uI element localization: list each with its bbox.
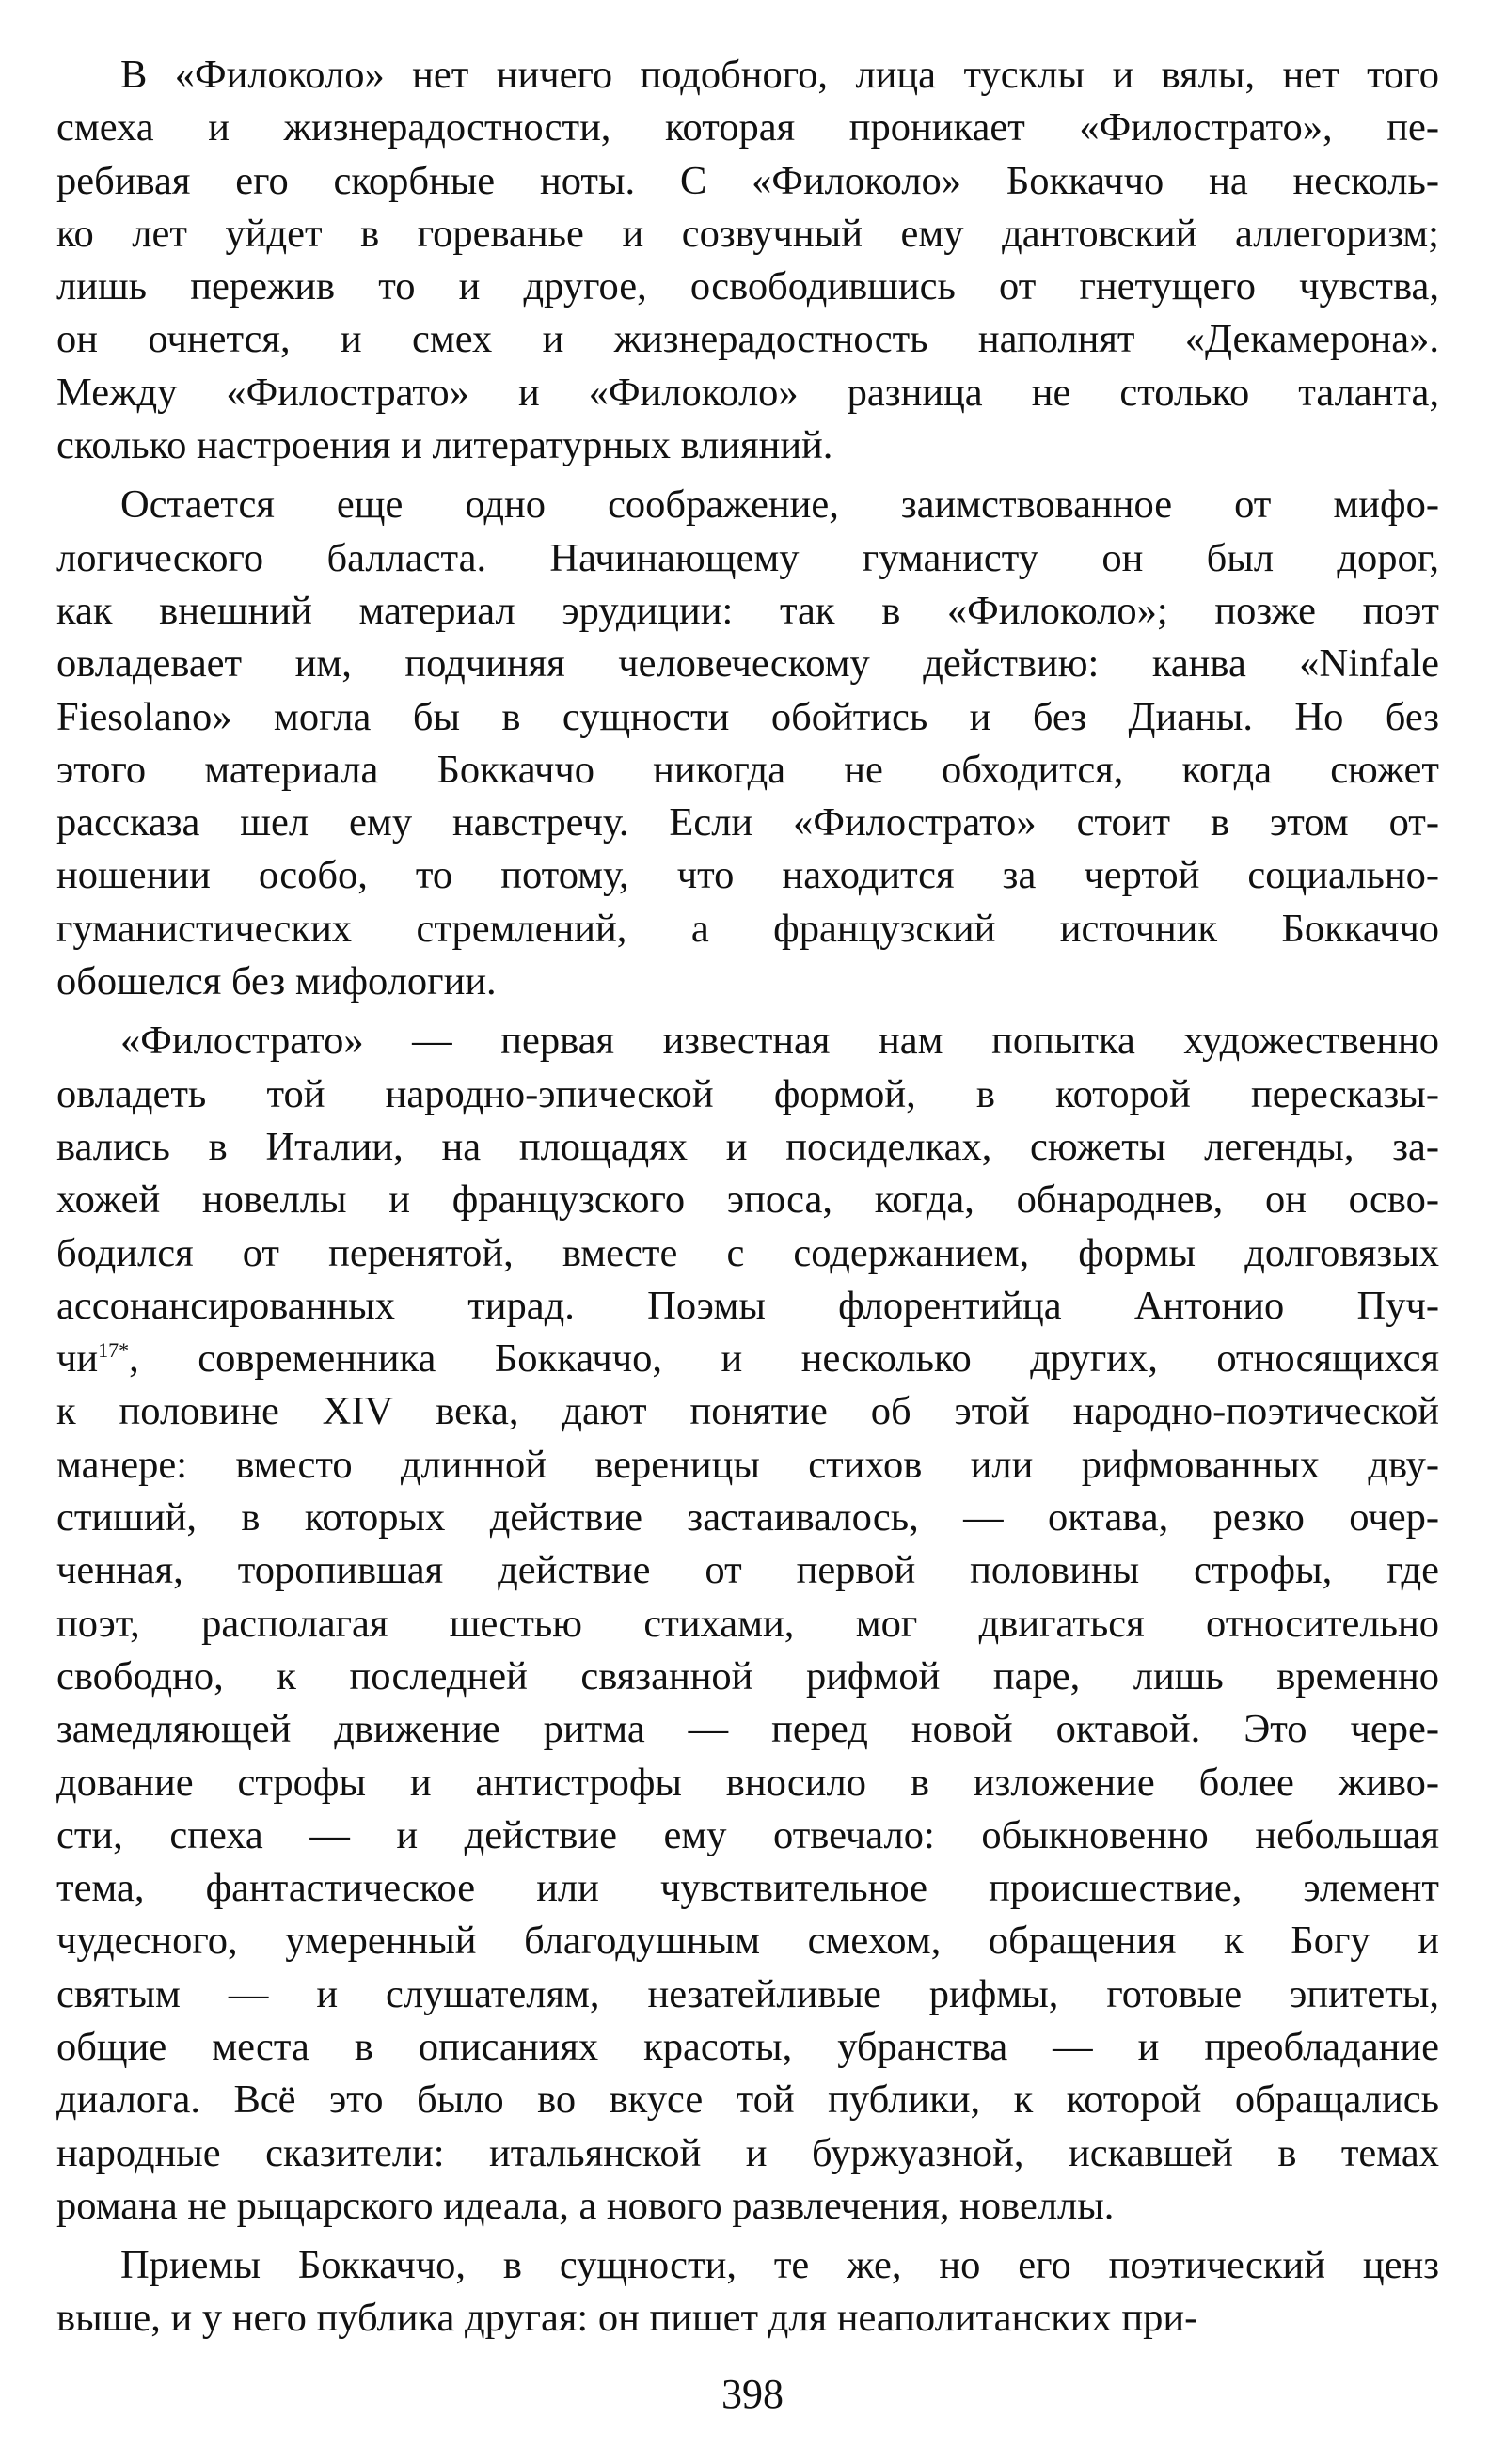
text-line: овладеть той народно-эпической формой, в которой пересказы- (56, 1071, 1439, 1116)
text-line: лишь пережив то и другое, освободившись от гнетущего чувства, (56, 264, 1439, 309)
text-line: Fiesolano» могла бы в сущности обойтись и без Дианы. Но без (56, 694, 1439, 739)
text-line: обошелся без мифологии. (56, 959, 497, 1004)
text-line: стиший, в которых действие застаивалось, — октава, резко очер- (56, 1495, 1439, 1540)
text-line: свободно, к последней связанной рифмой паре, лишь временно (56, 1653, 1439, 1698)
page-body (56, 49, 1439, 2346)
text-line: он очнется, и смех и жизнерадостность наполнят «Декамерона». (56, 317, 1439, 362)
text-line (56, 1333, 1439, 1385)
text-line: В «Филоколо» нет ничего подобного, лица тусклы и вялы, нет того (120, 53, 1439, 97)
footnote-marker[interactable]: 17* (98, 1337, 130, 1362)
text-line: хожей новеллы и французского эпоса, когда, обнароднев, он осво- (56, 1177, 1439, 1223)
text-line: как внешний материал эрудиции: так в «Филоколо»; позже поэт (56, 588, 1439, 633)
text-fragment: , современника Боккаччо, и несколько других, относящихся (129, 1336, 1439, 1382)
text-line: овладевает им, подчиняя человеческому действию: канва «Ninfale (56, 641, 1439, 687)
text-line: святым — и слушателям, незатейливые рифмы, готовые эпитеты, (56, 1971, 1439, 2016)
text-line: ко лет уйдет в гореванье и созвучный ему дантовский аллегоризм; (56, 211, 1439, 256)
text-line: вались в Италии, на площадях и посиделках, сюжеты легенды, за- (56, 1124, 1439, 1169)
paragraph (56, 1015, 1439, 2233)
text-line: рассказа шел ему навстречу. Если «Филострато» стоит в этом от- (56, 800, 1439, 845)
text-line: «Филострато» — первая известная нам попытка художественно (120, 1019, 1439, 1064)
text-line: этого материала Боккаччо никогда не обходится, когда сюжет (56, 747, 1439, 792)
text-line: к половине XIV века, дают понятие об этой народно-поэтической (56, 1389, 1439, 1434)
text-line: ассонансированных тирад. Поэмы флорентийца Антонио Пуч- (56, 1283, 1439, 1328)
text-line: гуманистических стремлений, а французский источник Боккаччо (56, 906, 1439, 951)
text-fragment: чи (56, 1336, 99, 1382)
text-line: замедляющей движение ритма — перед новой октавой. Это чере- (56, 1707, 1439, 1752)
paragraph (56, 49, 1439, 472)
text-line: Приемы Боккаччо, в сущности, те же, но его поэтический ценз (120, 2243, 1439, 2288)
text-line: бодился от перенятой, вместе с содержанием, формы долговязых (56, 1230, 1439, 1275)
text-line: ношении особо, то потому, что находится за чертой социально- (56, 853, 1439, 898)
text-line: манере: вместо длинной вереницы стихов или рифмованных дву- (56, 1442, 1439, 1487)
text-line: смеха и жизнерадостности, которая проникает «Филострато», пе- (56, 105, 1439, 150)
text-line: дование строфы и антистрофы вносило в изложение более живо- (56, 1760, 1439, 1805)
paragraph (56, 479, 1439, 1008)
paragraph (56, 2239, 1439, 2346)
text-line: романа не рыцарского идеала, а нового развлечения, новеллы. (56, 2183, 1115, 2228)
text-line: выше, и у него публика другая: он пишет для неаполитанских при- (56, 2296, 1198, 2341)
text-line: тема, фантастическое или чувствительное происшествие, элемент (56, 1866, 1439, 1911)
text-line: общие места в описаниях красоты, убранства — и преобладание (56, 2024, 1439, 2069)
text-line: народные сказители: итальянской и буржуазной, искавшей в темах (56, 2130, 1439, 2175)
text-line: Между «Филострато» и «Филоколо» разница не столько таланта, (56, 370, 1439, 415)
text-line: сколько настроения и литературных влияний. (56, 423, 833, 468)
text-line: диалога. Всё это было во вкусе той публики, к которой обращались (56, 2077, 1439, 2123)
text-line: Остается еще одно соображение, заимствованное от мифо- (120, 482, 1439, 528)
page-number: 398 (721, 2371, 784, 2417)
text-line: логического балласта. Начинающему гуманисту он был дорог, (56, 535, 1439, 580)
text-line: поэт, располагая шестью стихами, мог двигаться относительно (56, 1601, 1439, 1646)
text-line: ребивая его скорбные ноты. С «Филоколо» Боккаччо на несколь- (56, 158, 1439, 203)
text-line: сти, спеха — и действие ему отвечало: обыкновенно небольшая (56, 1812, 1439, 1857)
text-line: чудесного, умеренный благодушным смехом, обращения к Богу и (56, 1919, 1439, 1964)
text-line: ченная, торопившая действие от первой половины строфы, где (56, 1548, 1439, 1593)
